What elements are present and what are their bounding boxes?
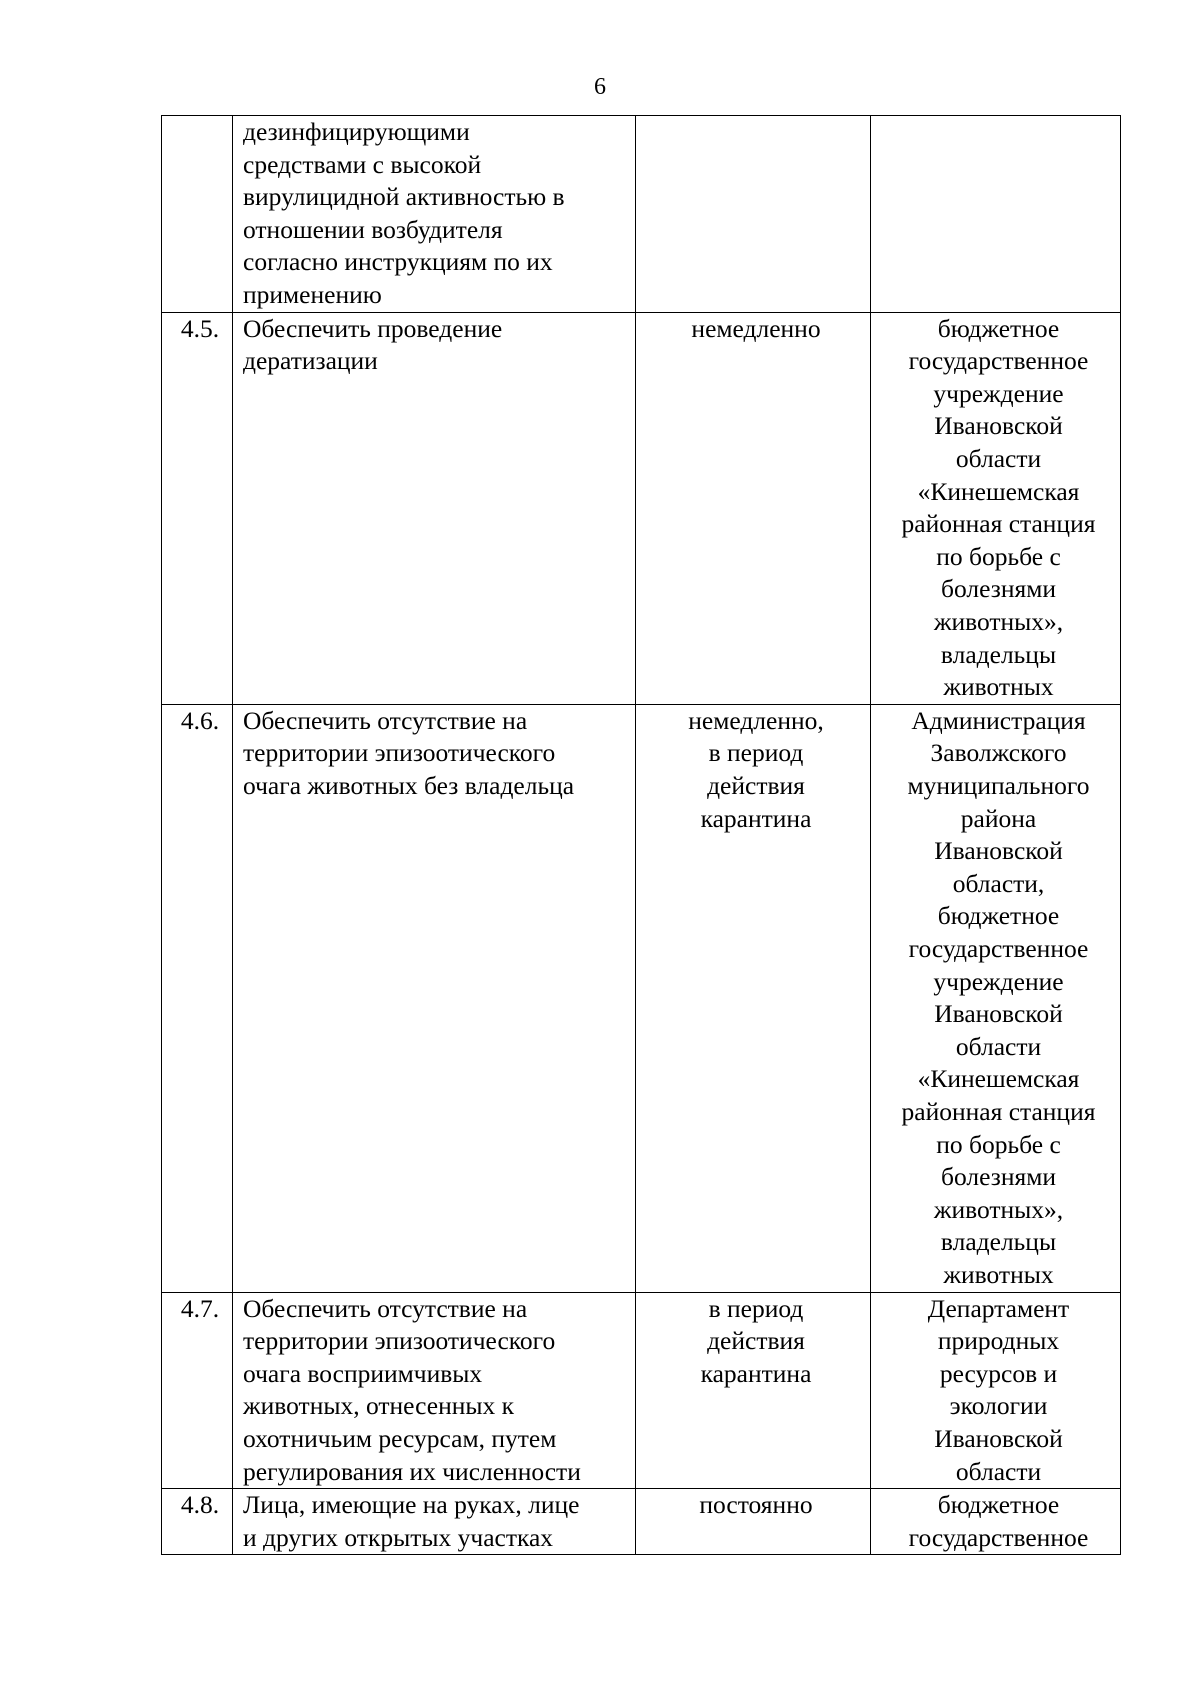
responsible-party-line: районная станция: [901, 509, 1096, 539]
responsible-party-line: государственное: [908, 346, 1089, 376]
deadline-cell: [636, 704, 871, 1292]
measure-description-line: дезинфицирующими: [243, 117, 470, 146]
responsible-party-line: Департамент: [927, 1293, 1070, 1323]
measure-description-line: территории эпизоотического: [243, 1326, 556, 1356]
responsible-party-line: районная станция: [901, 1096, 1096, 1126]
responsible-party-line: района: [960, 803, 1037, 833]
responsible-party-line: природных: [937, 1326, 1060, 1356]
table-row: [162, 116, 1121, 313]
responsible-party-line: бюджетное: [937, 901, 1060, 931]
table-row: [162, 312, 1121, 704]
responsible-party-line: Ивановской: [934, 836, 1063, 866]
responsible-party-line: области: [955, 1031, 1042, 1061]
measure-description-line: отношении возбудителя: [243, 214, 503, 244]
measure-description-line: регулирования их численности: [243, 1456, 581, 1486]
measure-description-line: территории эпизоотического: [243, 738, 556, 768]
responsible-party-line: экологии: [949, 1391, 1048, 1421]
responsible-party-line: животных: [943, 672, 1054, 702]
measure-description-cell: [233, 1489, 636, 1555]
deadline-line: карантина: [700, 803, 812, 833]
measures-table-body: [162, 116, 1121, 1555]
item-number-cell: [162, 116, 233, 313]
responsible-party-line: владельцы: [940, 639, 1057, 669]
responsible-party-line: бюджетное: [937, 313, 1060, 343]
table-row: [162, 1292, 1121, 1489]
deadline-line: постоянно: [699, 1490, 813, 1520]
responsible-party-line: по борьбе с: [936, 1129, 1061, 1159]
responsible-party-line: бюджетное: [937, 1490, 1060, 1520]
measure-description-line: Лица, имеющие на руках, лице: [243, 1490, 580, 1520]
measure-description-line: Обеспечить проведение: [243, 313, 503, 343]
responsible-party-cell: [871, 1292, 1121, 1489]
deadline-line: немедленно: [691, 313, 821, 343]
responsible-party-line: области: [955, 443, 1042, 473]
deadline-line: в период: [708, 738, 804, 768]
responsible-party-line: животных»,: [933, 1194, 1064, 1224]
responsible-party-line: области,: [952, 868, 1045, 898]
measure-description-line: дератизации: [243, 346, 378, 376]
responsible-party-line: Администрация: [911, 705, 1086, 735]
measure-description-line: охотничьим ресурсам, путем: [243, 1423, 557, 1453]
measure-description-line: согласно инструкциям по их: [243, 247, 553, 277]
responsible-party-cell: [871, 312, 1121, 704]
responsible-party-line: Ивановской: [934, 1423, 1063, 1453]
deadline-line: в период: [708, 1293, 804, 1323]
deadline-line: немедленно,: [688, 705, 824, 735]
deadline-line: действия: [707, 1326, 805, 1356]
deadline-line: действия: [707, 770, 805, 800]
deadline-cell: [636, 116, 871, 313]
deadline-cell: [636, 1292, 871, 1489]
measure-description-cell: [233, 312, 636, 704]
item-number: 4.8.: [180, 1490, 220, 1520]
measure-description-line: очага восприимчивых: [243, 1358, 483, 1388]
item-number: 4.7.: [180, 1293, 220, 1323]
page-number: 6: [594, 74, 606, 100]
measure-description-cell: [233, 1292, 636, 1489]
responsible-party-line: учреждение: [933, 966, 1064, 996]
responsible-party-line: болезнями: [941, 574, 1056, 604]
measure-description-line: животных, отнесенных к: [243, 1391, 515, 1421]
measure-description-cell: [233, 704, 636, 1292]
measure-description-line: средствами с высокой: [243, 149, 482, 179]
responsible-party-line: животных»,: [933, 606, 1064, 636]
responsible-party-line: муниципального: [907, 770, 1090, 800]
item-number: 4.5.: [180, 313, 220, 343]
responsible-party-line: государственное: [908, 933, 1089, 963]
responsible-party-line: по борьбе с: [936, 541, 1061, 571]
item-number-cell: [162, 312, 233, 704]
deadline-line: карантина: [700, 1358, 812, 1388]
measure-description-line: вирулицидной активностью в: [243, 182, 565, 212]
responsible-party-line: «Кинешемская: [917, 1064, 1080, 1094]
measure-description-line: очага животных без владельца: [243, 770, 575, 800]
deadline-cell: [636, 312, 871, 704]
responsible-party-line: области: [955, 1456, 1042, 1486]
measure-description-line: и других открытых участках: [243, 1522, 554, 1552]
responsible-party-line: болезнями: [941, 1162, 1056, 1192]
measure-description-line: применению: [243, 279, 382, 309]
responsible-party-line: Заволжского: [930, 738, 1067, 768]
measure-description-cell: [233, 116, 636, 313]
responsible-party-line: ресурсов и: [939, 1358, 1058, 1388]
item-number-cell: [162, 704, 233, 1292]
responsible-party-cell: [871, 704, 1121, 1292]
deadline-cell: [636, 1489, 871, 1555]
item-number: 4.6.: [180, 705, 220, 735]
item-number-cell: [162, 1292, 233, 1489]
table-row: [162, 704, 1121, 1292]
responsible-party-cell: [871, 116, 1121, 313]
responsible-party-line: государственное: [908, 1522, 1089, 1552]
responsible-party-cell: [871, 1489, 1121, 1555]
measure-description-line: Обеспечить отсутствие на: [243, 1293, 528, 1323]
table-row: [162, 1489, 1121, 1555]
measure-description-line: Обеспечить отсутствие на: [243, 705, 528, 735]
responsible-party-line: учреждение: [933, 378, 1064, 408]
responsible-party-line: «Кинешемская: [917, 476, 1080, 506]
item-number-cell: [162, 1489, 233, 1555]
responsible-party-line: владельцы: [940, 1227, 1057, 1257]
responsible-party-line: Ивановской: [934, 999, 1063, 1029]
responsible-party-line: животных: [943, 1259, 1054, 1289]
responsible-party-line: Ивановской: [934, 411, 1063, 441]
measures-table: [161, 115, 1121, 1555]
